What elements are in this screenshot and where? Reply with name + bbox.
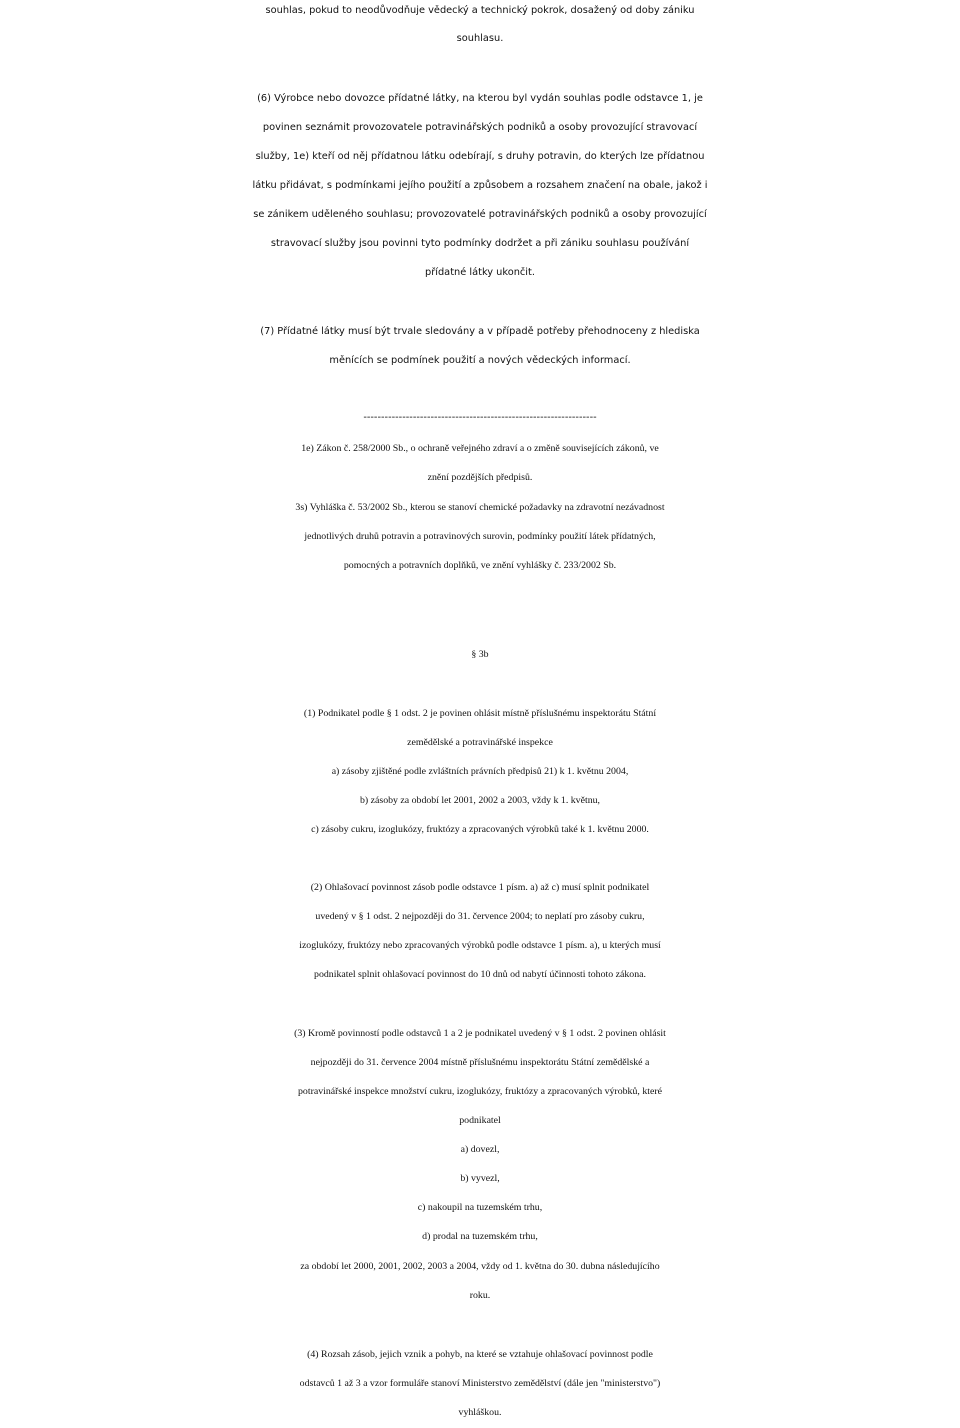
footnote-3s-line: jednotlivých druhů potravin a potravinových surovin, podmínky použití látek přídatných, (304, 531, 656, 542)
paragraph-6-line: stravovací služby jsou povinni tyto podmínky dodržet a při zániku souhlasu používání (270, 238, 690, 249)
section-3b-par-1-line: (1) Podnikatel podle § 1 odst. 2 je povinen ohlásit místně příslušnému inspektorátu Státní (303, 708, 657, 719)
section-3b-par-3-line: za období let 2000, 2001, 2002, 2003 a 2004, vždy od 1. května do 30. dubna následujícího (300, 1261, 660, 1272)
section-heading: § 3b (471, 649, 489, 660)
section-3b-par-1-line: zemědělské a potravinářské inspekce (407, 737, 553, 748)
paragraph-6-line: přídatné látky ukončit. (425, 267, 535, 278)
section-3b-par-3-item: d) prodal na tuzemském trhu, (422, 1231, 538, 1242)
paragraph-6-line: látku přidávat, s podmínkami jejího použití a způsobem a rozsahem značení na obale, jakož i (252, 180, 708, 191)
section-3b-par-3-line: podnikatel (459, 1115, 501, 1126)
section-3b-par-4-line: vyhláškou. (458, 1407, 502, 1418)
section-3b-par-2-line: uvedený v § 1 odst. 2 nejpozději do 31. července 2004; to neplatí pro zásoby cukru, (315, 911, 645, 922)
section-3b-par-2-line: podnikatel splnit ohlašovací povinnost do 10 dnů od nabytí účinnosti tohoto zákona. (314, 969, 646, 980)
footnote-1e-line: znění pozdějších předpisů. (427, 472, 533, 483)
section-3b-par-4-line: (4) Rozsah zásob, jejich vznik a pohyb, na které se vztahuje ohlašovací povinnost podle (307, 1349, 653, 1360)
section-3b-par-3-item: a) dovezl, (460, 1144, 500, 1155)
paragraph-6-line: se zánikem uděleného souhlasu; provozovatelé potravinářských podniků a osoby provozující (253, 209, 707, 220)
section-3b-par-3-line: nejpozději do 31. července 2004 místně příslušnému inspektorátu Státní zemědělské a (310, 1057, 650, 1068)
paragraph-7-line: (7) Přídatné látky musí být trvale sledovány a v případě potřeby přehodnoceny z hlediska (260, 326, 700, 337)
section-3b-par-1-item: a) zásoby zjištěné podle zvláštních právních předpisů 21) k 1. květnu 2004, (331, 766, 629, 777)
paragraph-6-line: povinen seznámit provozovatele potravinářských podniků a osoby provozující stravovací (262, 122, 698, 133)
paragraph-6-line: služby, 1e) kteří od něj přídatnou látku odebírají, s druhy potravin, do kterých lze přídatnou (255, 151, 705, 162)
section-3b-par-2-line: (2) Ohlašovací povinnost zásob podle odstavce 1 písm. a) až c) musí splnit podnikatel (310, 882, 650, 893)
footnote-3s-line: 3s) Vyhláška č. 53/2002 Sb., kterou se stanoví chemické požadavky na zdravotní nezávadnost (295, 502, 665, 513)
section-3b-par-3-item: c) nakoupil na tuzemském trhu, (417, 1202, 543, 1213)
footnote-separator: ------------------------------------------------------------------ (363, 412, 597, 423)
section-3b-par-3-item: b) vyvezl, (460, 1173, 500, 1184)
section-3b-par-2-line: izoglukózy, fruktózy nebo zpracovaných výrobků podle odstavce 1 písm. a), u kterých musí (299, 940, 661, 951)
section-3b-par-3-line: roku. (469, 1290, 491, 1301)
paragraph-6-line: (6) Výrobce nebo dovozce přídatné látky, na kterou byl vydán souhlas podle odstavce 1, je (257, 93, 703, 104)
footnote-1e-line: 1e) Zákon č. 258/2000 Sb., o ochraně veřejného zdraví a o změně souvisejících zákonů, ve (301, 443, 659, 454)
section-3b-par-3-line: (3) Kromě povinností podle odstavců 1 a 2 je podnikatel uvedený v § 1 odst. 2 povinen ohlásit (294, 1028, 666, 1039)
section-3b-par-1-item: b) zásoby za období let 2001, 2002 a 2003, vždy k 1. květnu, (359, 795, 601, 806)
section-3b-par-3-line: potravinářské inspekce množství cukru, izoglukózy, fruktózy a zpracovaných výrobků, které (297, 1086, 662, 1097)
section-3b-par-4-line: odstavců 1 až 3 a vzor formuláře stanoví Ministerstvo zemědělství (dále jen "ministerstvo") (299, 1378, 661, 1389)
section-3b-par-1-item: c) zásoby cukru, izoglukózy, fruktózy a zpracovaných výrobků také k 1. květnu 2000. (311, 824, 649, 835)
text-line: souhlasu. (456, 33, 504, 44)
footnote-3s-line: pomocných a potravních doplňků, ve znění vyhlášky č. 233/2002 Sb. (343, 560, 617, 571)
paragraph-7-line: měnících se podmínek použití a nových vědeckých informací. (329, 355, 631, 366)
text-line: souhlas, pokud to neodůvodňuje vědecký a technický pokrok, dosažený od doby zániku (265, 5, 695, 16)
